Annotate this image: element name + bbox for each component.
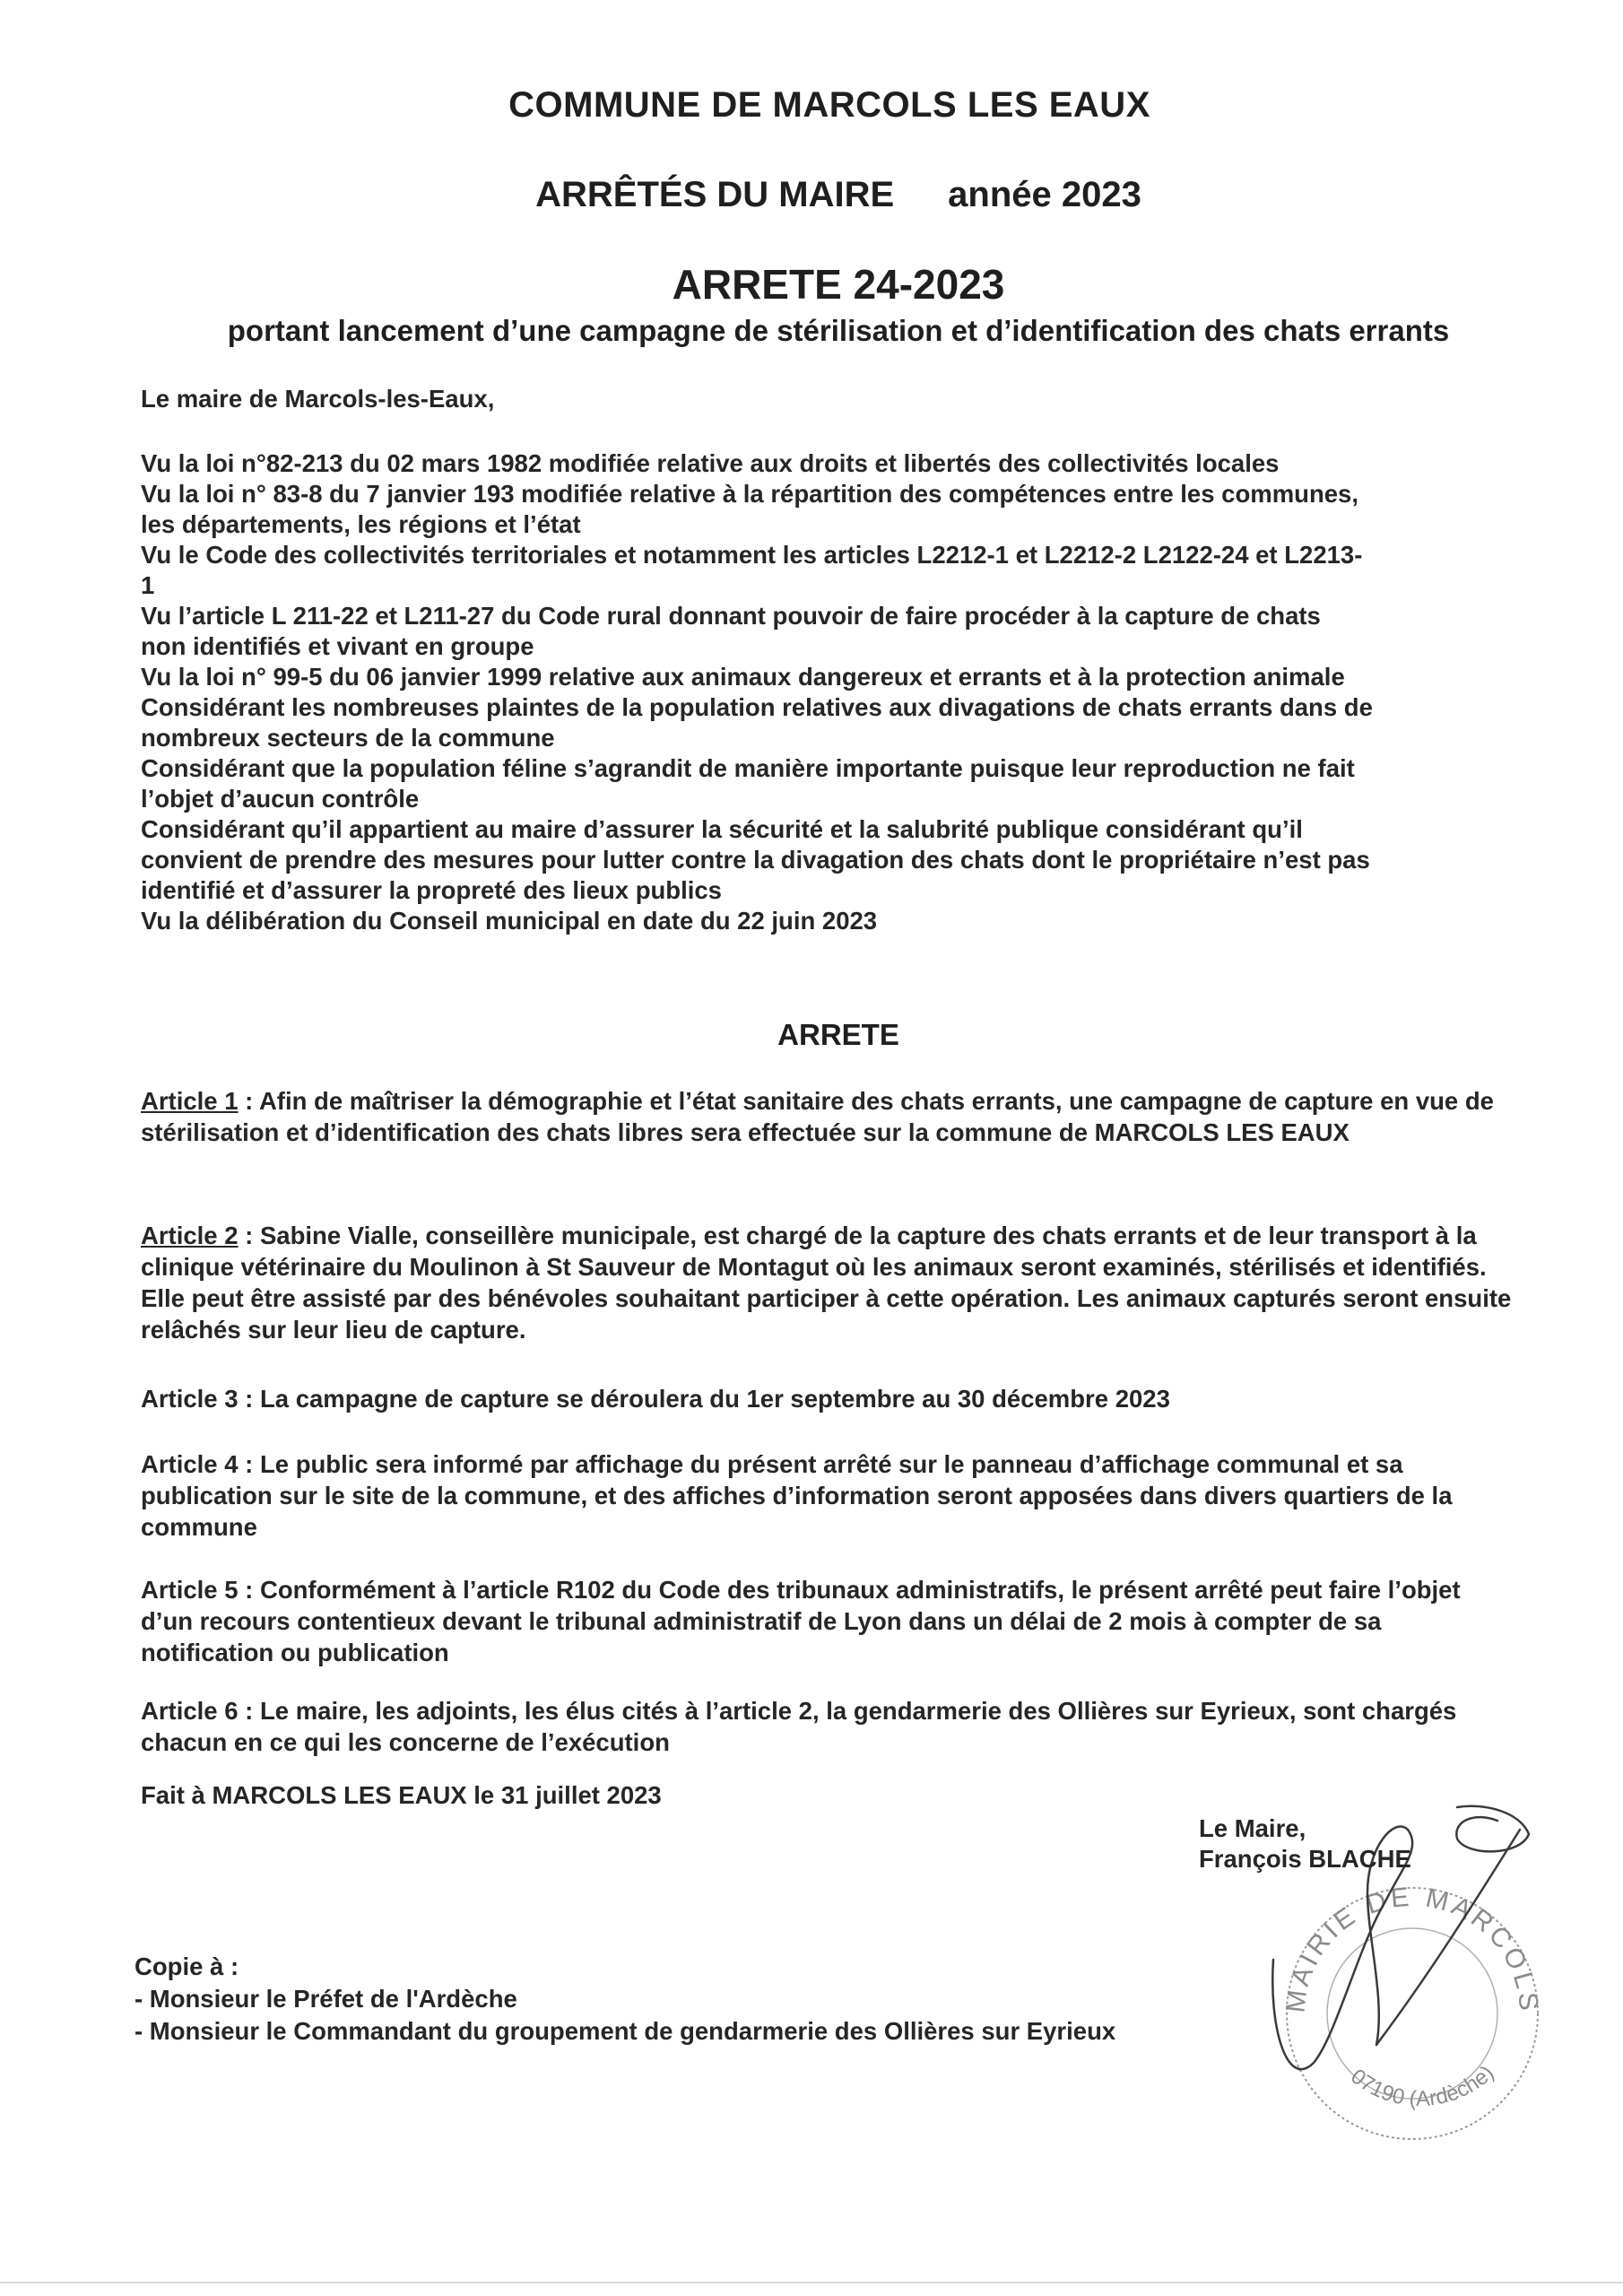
article-text: : La campagne de capture se déroulera du 1er septembre au 30 décembre 2023	[238, 1385, 1170, 1413]
article-label: Article 3	[141, 1385, 239, 1413]
article-text: : Le public sera informé par affichage du présent arrêté sur le panneau d’affichage communal et sa publication sur le site de la commune, et des affiches d’information seront apposées dans divers quartiers de la commune	[141, 1450, 1453, 1541]
mayor-title: Le Maire,	[1199, 1814, 1306, 1842]
article-text: : Sabine Vialle, conseillère municipale, est chargé de la capture des chats errants et de leur transport à la clinique vétérinaire du Moulinon à St Sauveur de Montagut où les animaux seront examinés, stérilisés et identifiés. Elle peut être assisté par des bénévoles souhaitant participer à cette opération. Les animaux capturés seront ensuite relâchés sur leur lieu de capture.	[141, 1222, 1512, 1344]
signature-block	[1199, 1813, 1411, 1874]
copie-label: Copie à :	[135, 1952, 239, 1980]
copie-section	[135, 1951, 1506, 2048]
vu-line: Vu le Code des collectivités territoriales et notamment les articles L2212-1 et L2212-2 L2122-24 et L2213-	[141, 541, 1363, 569]
stamp-ring-text: MAIRIE DE MARCOLS	[1280, 1882, 1544, 2015]
vu-line: Vu l’article L 211-22 et L211-27 du Code rural donnant pouvoir de faire procéder à la capture de chats	[141, 602, 1321, 630]
arrete-number: ARRETE 24-2023	[672, 261, 1005, 308]
copie-recipient: - Monsieur le Commandant du groupement de gendarmerie des Ollières sur Eyrieux	[135, 2017, 1116, 2045]
vu-section	[141, 448, 1513, 936]
vu-line: Vu la loi n°82-213 du 02 mars 1982 modifiée relative aux droits et libertés des collectivités locales	[141, 449, 1280, 477]
vu-line: non identifiés et vivant en groupe	[141, 632, 534, 660]
vu-line: 1	[141, 571, 155, 599]
vu-line: Vu la loi n° 99-5 du 06 janvier 1999 relative aux animaux dangereux et errants et à la protection animale	[141, 663, 1345, 691]
article-label: Article 5	[141, 1576, 239, 1604]
mayor-name: François BLACHE	[1199, 1845, 1411, 1873]
vu-line: l’objet d’aucun contrôle	[141, 785, 420, 813]
article-1	[141, 1085, 1513, 1148]
intro-line: Le maire de Marcols-les-Eaux,	[141, 385, 495, 413]
commune-title: COMMUNE DE MARCOLS LES EAUX	[508, 85, 1150, 125]
article-label: Article 6	[141, 1697, 239, 1725]
vu-line: Vu la loi n° 83-8 du 7 janvier 193 modifiée relative à la répartition des compétences entre les communes,	[141, 480, 1358, 508]
arrete-heading: ARRETE	[777, 1018, 899, 1051]
vu-line: nombreux secteurs de la commune	[141, 724, 555, 752]
arretes-label: ARRÊTÉS DU MAIRE	[535, 175, 895, 214]
article-label: Article 2	[141, 1222, 239, 1249]
vu-line: identifié et d’assurer la propreté des lieux publics	[141, 876, 722, 904]
article-text: : Afin de maîtriser la démographie et l’état sanitaire des chats errants, une campagne de capture en vue de stérilisation et d’identification des chats libres sera effectuée sur la commune de MARCOLS LES EAUX	[141, 1087, 1494, 1146]
article-5	[141, 1574, 1513, 1668]
page-edge-line	[0, 2282, 1623, 2283]
article-text: : Le maire, les adjoints, les élus cités à l’article 2, la gendarmerie des Ollières sur Eyrieux, sont chargés chacun en ce qui les concerne de l’exécution	[141, 1697, 1457, 1756]
year-label: année 2023	[948, 175, 1141, 214]
article-6	[141, 1695, 1513, 1758]
article-label: Article 4	[141, 1450, 239, 1478]
article-2	[141, 1220, 1513, 1345]
vu-line: Considérant les nombreuses plaintes de la population relatives aux divagations de chats errants dans de	[141, 693, 1373, 721]
article-label: Article 1	[141, 1087, 239, 1115]
article-3	[141, 1383, 1513, 1414]
arrete-subject: portant lancement d’une campagne de stérilisation et d’identification des chats errants	[227, 314, 1450, 347]
vu-line: les départements, les régions et l’état	[141, 510, 581, 538]
article-text: : Conformément à l’article R102 du Code des tribunaux administratifs, le présent arrêté peut faire l’objet d’un recours contentieux devant le tribunal administratif de Lyon dans un délai de 2 mois à compter de sa notification ou publication	[141, 1576, 1461, 1666]
vu-line: Considérant qu’il appartient au maire d’assurer la sécurité et la salubrité publique considérant qu’il	[141, 815, 1303, 843]
vu-line: Considérant que la population féline s’agrandit de manière importante puisque leur reproduction ne fait	[141, 754, 1355, 782]
fait-line: Fait à MARCOLS LES EAUX le 31 juillet 2023	[141, 1781, 662, 1809]
vu-line: convient de prendre des mesures pour lutter contre la divagation des chats dont le propriétaire n’est pas	[141, 846, 1370, 874]
article-4	[141, 1448, 1513, 1543]
copie-recipient: - Monsieur le Préfet de l'Ardèche	[135, 1985, 517, 2013]
vu-line: Vu la délibération du Conseil municipal en date du 22 juin 2023	[141, 907, 878, 935]
arretes-heading	[0, 175, 1623, 215]
stamp-bottom-text: 07190 (Ardèche)	[1346, 2060, 1499, 2112]
